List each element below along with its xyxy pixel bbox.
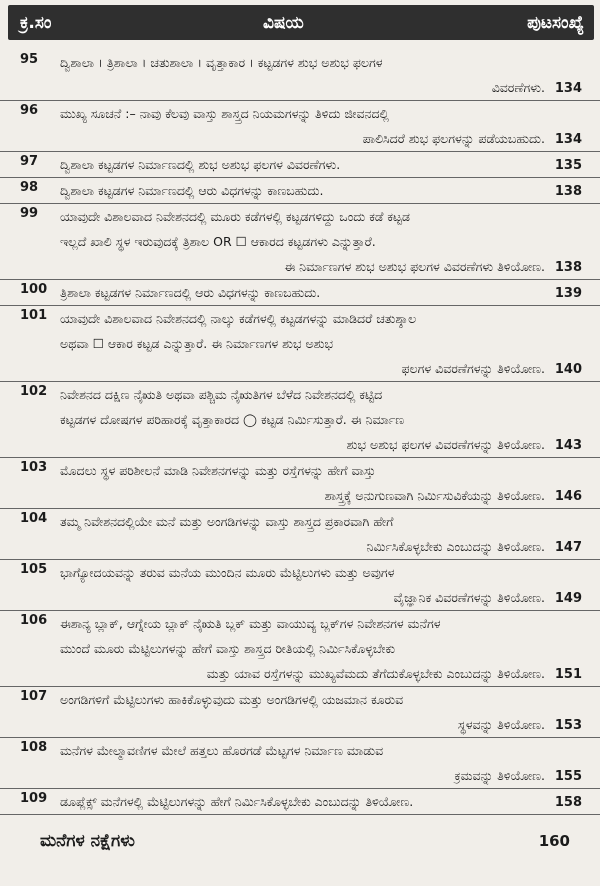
contents-entry: [0, 382, 600, 458]
entry-text-line: ಮುಖ್ಯ ಸೂಚನೆ :– ನಾವು ಕೆಲವು ವಾಸ್ತು ಶಾಸ್ತ್ರದ ನಿಯಮಗಳನ್ನು ತಿಳಿದು ಜೀವನದಲ್ಲಿ: [60, 106, 389, 121]
entry-text-line: ತ್ರಿಶಾಲಾ ಕಟ್ಟಡಗಳ ನಿರ್ಮಾಣದಲ್ಲಿ ಆರು ವಿಧಗಳನ್ನು ಕಾಣಬಹುದು.: [60, 285, 321, 300]
contents-entry: [0, 178, 600, 204]
entry-text-line: ಮತ್ತು ಯಾವ ರಸ್ತೆಗಳನ್ನು ಮುಖ್ಯವೆಮದು ತೆಗೆದುಕೊಳ್ಳಬೇಕು ಎಂಬುದನ್ನು ತಿಳಿಯೋಣ.: [206, 666, 545, 681]
entry-text-line: ದ್ವಿಶಾಲಾ ಕಟ್ಟಡಗಳ ನಿರ್ಮಾಣದಲ್ಲಿ ಶುಭ ಅಶುಭ ಫಲಗಳ ವಿವರಣೆಗಳು.: [60, 157, 341, 172]
entry-text-line: ದ್ವಿಶಾಲಾ ಕಟ್ಟಡಗಳ ನಿರ್ಮಾಣದಲ್ಲಿ ಆರು ವಿಧಗಳನ್ನು ಕಾಣಬಹುದು.: [60, 183, 324, 198]
entry-number: 107: [20, 689, 48, 704]
entry-page-number: 143: [554, 438, 582, 453]
entry-page-number: 140: [554, 362, 582, 377]
entry-text-line: ಅಂಗಡಿಗಳಿಗೆ ಮೆಟ್ಟಿಲುಗಳು ಹಾಕಿಕೊಳ್ಳುವುದು ಮತ್ತು ಅಂಗಡಿಗಳಲ್ಲಿ ಯಜಮಾನ ಕೂರುವ: [60, 692, 404, 707]
entry-page-number: 147: [554, 540, 582, 555]
entry-page-number: 153: [554, 718, 582, 733]
entry-text-line: ಅಥವಾ ☐ ಆಕಾರ ಕಟ್ಟಡ ಎನ್ನುತ್ತಾರೆ. ಈ ನಿರ್ಮಾಣಗಳ ಶುಭ ಅಶುಭ: [60, 336, 334, 351]
entry-text-line: ನಿವೇಶನದ ದಕ್ಷಿಣ ನೈಋತಿ ಅಥವಾ ಪಶ್ಚಿಮ ನೈಋತಿಗಳ ಬೆಳೆದ ನಿವೇಶನದಲ್ಲಿ ಕಟ್ಟಿದ: [60, 387, 383, 402]
section-footer: [40, 826, 580, 856]
table-header: [8, 5, 594, 40]
header-page-no: ಪುಟಸಂಖ್ಯೆ: [527, 12, 584, 33]
header-serial-no: ಕ್ರ.ಸಂ: [20, 12, 52, 33]
entry-number: 95: [20, 52, 39, 67]
contents-entry: [0, 101, 600, 152]
entry-page-number: 135: [554, 158, 582, 173]
entry-text-line: ಶಾಸ್ತ್ರಕ್ಕೆ ಅನುಗುಣವಾಗಿ ನಿರ್ಮಿಸುವಿಕೆಯನ್ನು ತಿಳಿಯೋಣ.: [324, 488, 545, 503]
entry-number: 100: [20, 282, 48, 297]
contents-entry: [0, 204, 600, 280]
contents-entry: [0, 738, 600, 789]
entry-number: 104: [20, 511, 48, 526]
entry-text-line: ಯಾವುದೇ ವಿಶಾಲವಾದ ನಿವೇಶನದಲ್ಲಿ ಮೂರು ಕಡೆಗಳಲ್ಲಿ ಕಟ್ಟಡಗಳಿದ್ದು ಒಂದು ಕಡೆ ಕಟ್ಟಡ: [60, 209, 410, 224]
entry-page-number: 139: [554, 286, 582, 301]
entry-text-line: ಸ್ಥಳವನ್ನು ತಿಳಿಯೋಣ.: [457, 717, 545, 732]
entry-text-line: ಪಾಲಿಸಿದರೆ ಶುಭ ಫಲಗಳನ್ನು ಪಡೆಯಬಹುದು.: [362, 131, 545, 146]
contents-entry: [0, 611, 600, 687]
entry-text-line: ನಿರ್ಮಿಸಿಕೊಳ್ಳಬೇಕು ಎಂಬುದನ್ನು ತಿಳಿಯೋಣ.: [366, 539, 545, 554]
entry-text-line: ದ್ವಿಶಾಲಾ । ತ್ರಿಶಾಲಾ । ಚತುಶಾಲಾ । ವೃತ್ತಾಕಾರ । ಕಟ್ಟಡಗಳ ಶುಭ ಅಶುಭ ಫಲಗಳ: [60, 55, 383, 70]
contents-entry: [0, 789, 600, 815]
contents-entry: [0, 306, 600, 382]
entry-text-line: ಮುಂದೆ ಮೂರು ಮೆಟ್ಟಿಲುಗಳನ್ನು ಹೇಗೆ ವಾಸ್ತು ಶಾಸ್ತ್ರದ ರೀತಿಯಲ್ಲಿ ನಿರ್ಮಿಸಿಕೊಳ್ಳಬೇಕು: [60, 641, 396, 656]
entry-page-number: 151: [554, 667, 582, 682]
entry-number: 108: [20, 740, 48, 755]
section-page-number: 160: [538, 832, 570, 850]
entry-text-line: ವೈಜ್ಞಾನಿಕ ವಿವರಣೆಗಳನ್ನು ತಿಳಿಯೋಣ.: [393, 590, 545, 605]
entry-text-line: ಮನೆಗಳ ಮೇಲ್ಮಾವಣಿಗಳ ಮೇಲೆ ಹತ್ತಲು ಹೊರಗಡೆ ಮೆಟ್ಟಗಳ ನಿರ್ಮಾಣ ಮಾಡುವ: [60, 743, 384, 758]
entry-text-line: ಮೊದಲು ಸ್ಥಳ ಪರಿಶೀಲನೆ ಮಾಡಿ ನಿವೇಶನಗಳನ್ನು ಮತ್ತು ರಸ್ತೆಗಳನ್ನು ಹೇಗೆ ವಾಸ್ತು: [60, 463, 376, 478]
entry-number: 98: [20, 180, 39, 195]
entry-number: 99: [20, 206, 39, 221]
entry-text-line: ವಿವರಣೆಗಳು.: [491, 80, 545, 95]
entry-number: 109: [20, 791, 48, 806]
header-subject: ವಿಷಯ: [263, 12, 304, 33]
entry-page-number: 134: [554, 132, 582, 147]
entry-number: 106: [20, 613, 48, 628]
entry-number: 103: [20, 460, 48, 475]
contents-entry: [0, 50, 600, 101]
entry-text-line: ಭಾಗ್ಯೋದಯವನ್ನು ತರುವ ಮನೆಯ ಮುಂದಿನ ಮೂರು ಮೆಟ್ಟಿಲುಗಳು ಮತ್ತು ಅವುಗಳ: [60, 565, 395, 580]
entry-page-number: 138: [554, 184, 582, 199]
contents-entry: [0, 152, 600, 178]
entry-text-line: ಈಶಾನ್ಯ ಬ್ಲಾಕ್, ಆಗ್ನೇಯ ಬ್ಲಾಕ್ ನೈಋತಿ ಬ್ಲಕ್ ಮತ್ತು ವಾಯುವ್ಯ ಬ್ಲಕ್‌ಗಳ ನಿವೇಶನಗಳ ಮನೆಗಳ: [60, 616, 441, 631]
entry-page-number: 149: [554, 591, 582, 606]
entry-text-line: ತಮ್ಮ ನಿವೇಶನದಲ್ಲಿಯೇ ಮನೆ ಮತ್ತು ಅಂಗಡಿಗಳನ್ನು ವಾಸ್ತು ಶಾಸ್ತ್ರದ ಪ್ರಕಾರವಾಗಿ ಹೇಗೆ: [60, 514, 394, 529]
entry-page-number: 146: [554, 489, 582, 504]
contents-entry: [0, 560, 600, 611]
contents-entry: [0, 687, 600, 738]
entry-text-line: ಕ್ರಮವನ್ನು ತಿಳಿಯೋಣ.: [454, 768, 545, 783]
entry-number: 102: [20, 384, 48, 399]
contents-entry: [0, 509, 600, 560]
entry-page-number: 134: [554, 81, 582, 96]
entry-text-line: ಕಟ್ಟಡಗಳ ದೋಷಗಳ ಪರಿಹಾರಕ್ಕೆ ವೃತ್ತಾಕಾರದ ◯ ಕಟ್ಟಡ ನಿರ್ಮಿಸುತ್ತಾರೆ. ಈ ನಿರ್ಮಾಣ: [60, 412, 405, 427]
entry-text-line: ಶುಭ ಅಶುಭ ಫಲಗಳ ವಿವರಣೆಗಳನ್ನು ತಿಳಿಯೋಣ.: [346, 437, 545, 452]
contents-entry: [0, 458, 600, 509]
entry-number: 97: [20, 154, 39, 169]
contents-entry: [0, 280, 600, 306]
section-title: ಮನೆಗಳ ನಕ್ಷೆಗಳು: [40, 831, 135, 851]
entry-number: 101: [20, 308, 48, 323]
entry-text-line: ಇಲ್ಲದೆ ಖಾಲಿ ಸ್ಥಳ ಇರುವುದಕ್ಕೆ ತ್ರಿಶಾಲ OR ☐ ಆಕಾರದ ಕಟ್ಟಡಗಳು ಎನ್ನುತ್ತಾರೆ.: [60, 234, 376, 249]
entry-text-line: ಈ ನಿರ್ಮಾಣಗಳ ಶುಭ ಅಶುಭ ಫಲಗಳ ವಿವರಣೆಗಳು ತಿಳಿಯೋಣ.: [284, 259, 545, 274]
contents-list: [0, 50, 600, 815]
entry-text-line: ಡೂಪ್ಲೆಕ್ಸ್ ಮನೆಗಳಲ್ಲಿ ಮೆಟ್ಟಿಲುಗಳನ್ನು ಹೇಗೆ ನಿರ್ಮಿಸಿಕೊಳ್ಳಬೇಕು ಎಂಬುದನ್ನು ತಿಳಿಯೋಣ.: [60, 794, 414, 809]
entry-page-number: 155: [554, 769, 582, 784]
entry-number: 105: [20, 562, 48, 577]
entry-page-number: 158: [554, 795, 582, 810]
entry-page-number: 138: [554, 260, 582, 275]
entry-number: 96: [20, 103, 39, 118]
entry-text-line: ಯಾವುದೇ ವಿಶಾಲವಾದ ನಿವೇಶನದಲ್ಲಿ ನಾಲ್ಕು ಕಡೆಗಳಲ್ಲಿ ಕಟ್ಟಡಗಳನ್ನು ಮಾಡಿದರೆ ಚತುಶ್ಶಾಲ: [60, 311, 417, 326]
entry-text-line: ಫಲಗಳ ವಿವರಣೆಗಳನ್ನು ತಿಳಿಯೋಣ.: [401, 361, 545, 376]
